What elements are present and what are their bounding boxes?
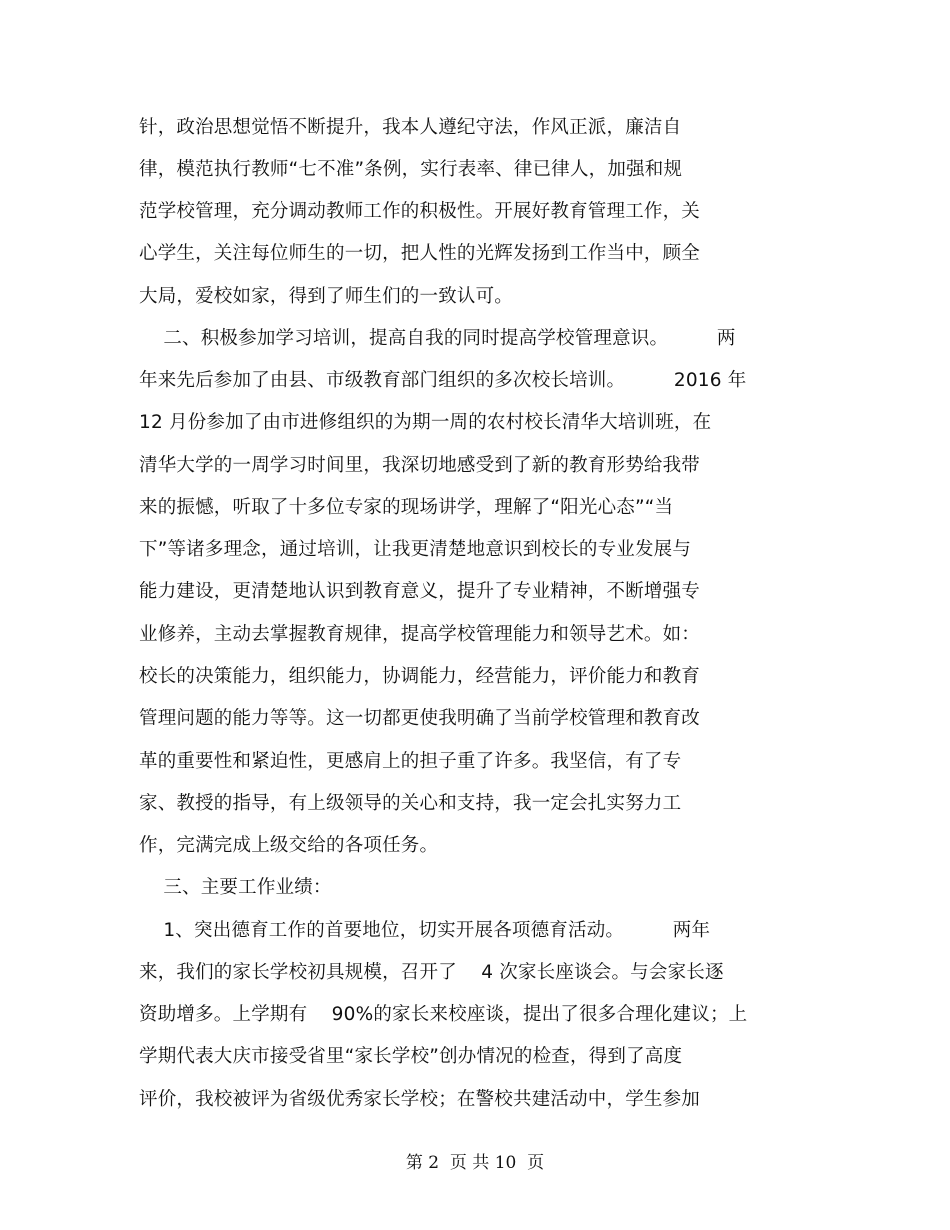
text-line: 校长的决策能力，组织能力，协调能力，经营能力，评价能力和教育 <box>139 666 701 687</box>
text-line: 来的振憾，听取了十多位专家的现场讲学，理解了“阳光心态”“当 <box>139 497 674 518</box>
section-heading-2: 二、积极参加学习培训，提高自我的同时提高学校管理意识。 两 <box>139 328 736 349</box>
text-line: 来，我们的家长学校初具规模，召开了 4 次家长座谈会。与会家长逐 <box>139 962 724 983</box>
text-line: 革的重要性和紧迫性，更感肩上的担子重了许多。我坚信，有了专 <box>139 751 682 772</box>
text-line: 律，模范执行教师“七不准”条例，实行表率、律已律人，加强和规 <box>139 159 683 180</box>
text-line: 业修养，主动去掌握教育规律，提高学校管理能力和领导艺术。如： <box>139 624 701 645</box>
text-line: 清华大学的一周学习时间里，我深切地感受到了新的教育形势给我带 <box>139 455 701 476</box>
text-line: 大局，爱校如家，得到了师生们的一致认可。 <box>139 286 514 307</box>
text-line: 资助增多。上学期有 90%的家长来校座谈，提出了很多合理化建议；上 <box>139 1004 748 1025</box>
text-line: 心学生，关注每位师生的一切，把人性的光辉发扬到工作当中，顾全 <box>139 243 701 264</box>
text-line: 范学校管理，充分调动教师工作的积极性。开展好教育管理工作，关 <box>139 201 701 222</box>
section-heading-3: 三、主要工作业绩： <box>139 877 332 898</box>
text-line: 针，政治思想觉悟不断提升，我本人遵纪守法，作风正派，廉洁自 <box>139 117 682 138</box>
text-line: 学期代表大庆市接受省里“家长学校”创办情况的检查，得到了高度 <box>139 1046 683 1067</box>
page-number-footer: 第 2 页 共 10 页 <box>405 1153 545 1173</box>
text-line: 1、突出德育工作的首要地位，切实开展各项德育活动。 两年 <box>139 920 711 941</box>
text-line: 管理问题的能力等等。这一切都更使我明确了当前学校管理和教育改 <box>139 708 701 729</box>
text-line: 能力建设，更清楚地认识到教育意义，提升了专业精神，不断增强专 <box>139 581 701 602</box>
text-line: 12 月份参加了由市进修组织的为期一周的农村校长清华大培训班，在 <box>139 412 712 433</box>
text-line: 家、教授的指导，有上级领导的关心和支持，我一定会扎实努力工 <box>139 793 682 814</box>
text-line: 评价，我校被评为省级优秀家长学校；在警校共建活动中，学生参加 <box>139 1089 701 1110</box>
text-line: 作，完满完成上级交给的各项任务。 <box>139 835 439 856</box>
text-line: 年来先后参加了由县、市级教育部门组织的多次校长培训。 2016 年 <box>139 370 747 391</box>
text-line: 下”等诸多理念，通过培训，让我更清楚地意识到校长的专业发展与 <box>139 539 692 560</box>
